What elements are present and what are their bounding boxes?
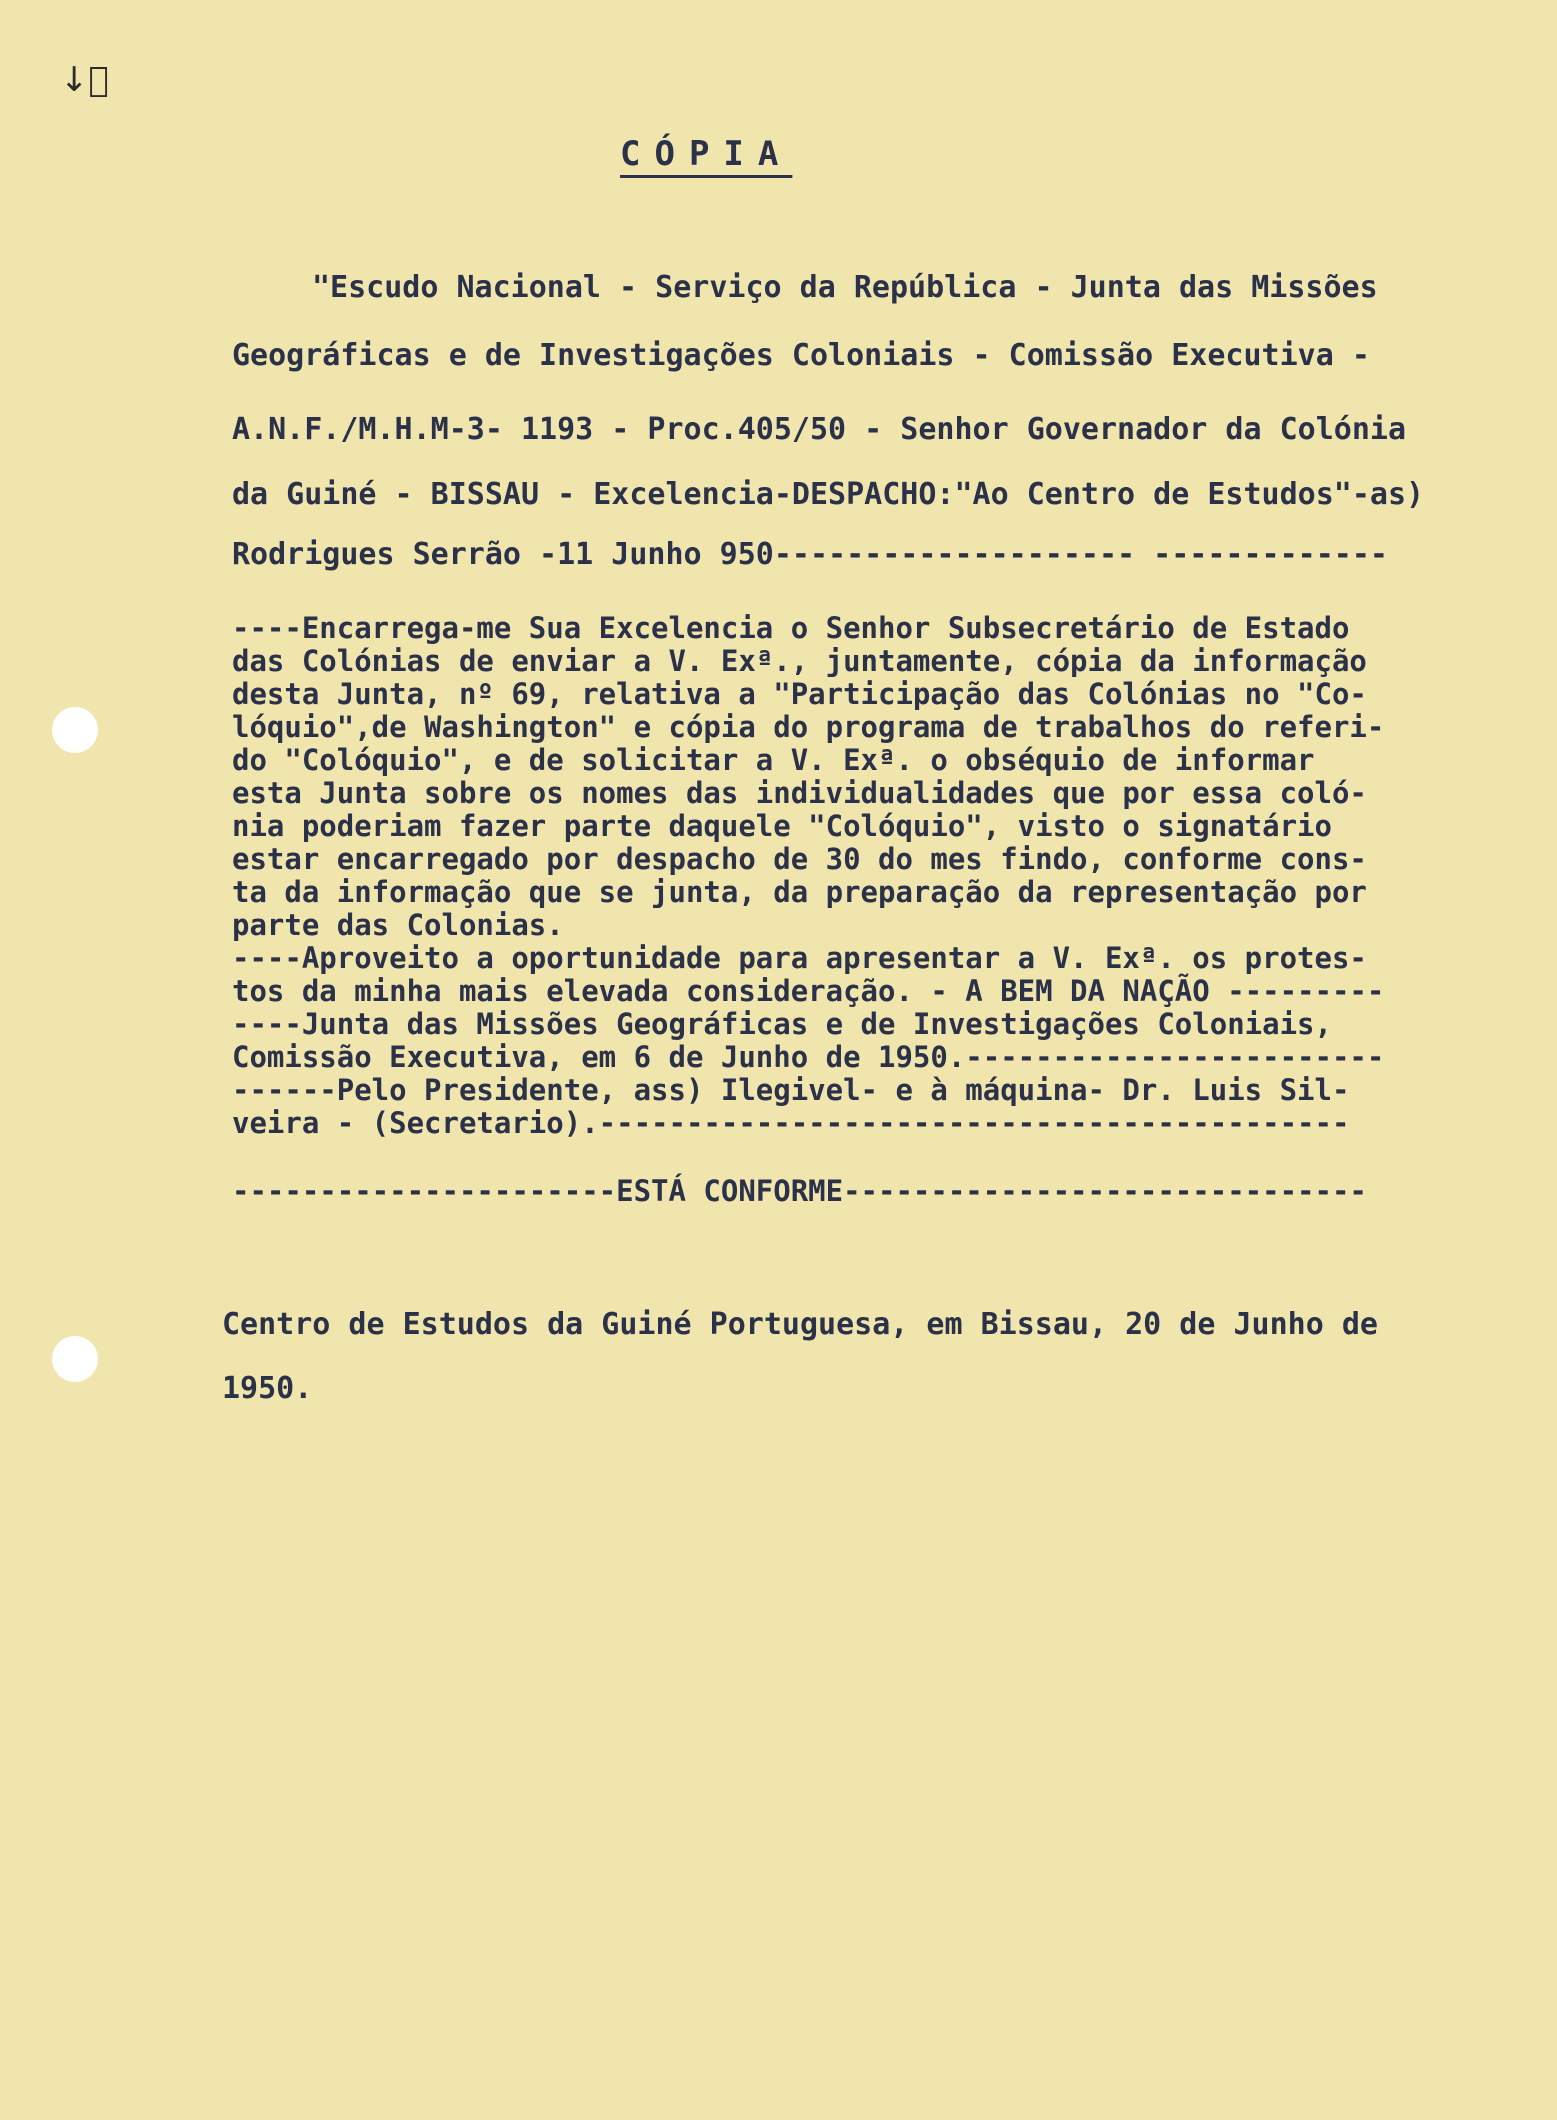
header-line: A.N.F./M.H.M-3- 1193 - Proc.405/50 - Senhor Governador da Colónia (232, 412, 1406, 447)
body-line: desta Junta, nº 69, relativa a "Participação das Colónias no "Co- (232, 677, 1367, 711)
body-line: esta Junta sobre os nomes das individualidades que por essa coló- (232, 776, 1367, 810)
body-line: estar encarregado por despacho de 30 do mes findo, conforme cons- (232, 842, 1367, 876)
body-line: ----Encarrega-me Sua Excelencia o Senhor Subsecretário de Estado (232, 611, 1350, 645)
body-line: Comissão Executiva, em 6 de Junho de 1950.------------------------ (232, 1040, 1385, 1074)
body-line: parte das Colonias. (232, 908, 564, 942)
handwritten-mark: ↓ॗ (60, 60, 109, 100)
body-line: ------Pelo Presidente, ass) Ilegivel- e à máquina- Dr. Luis Sil- (232, 1073, 1350, 1107)
body-line: ----Aproveito a oportunidade para apresentar a V. Exª. os protes- (232, 941, 1367, 975)
punch-hole (52, 707, 98, 753)
body-line: ----Junta das Missões Geográficas e de Investigações Coloniais, (232, 1007, 1332, 1041)
header-line: Geográficas e de Investigações Coloniais - Comissão Executiva - (232, 338, 1370, 373)
header-line: "Escudo Nacional - Serviço da República - Junta das Missões (312, 270, 1378, 305)
body-line: das Colónias de enviar a V. Exª., juntamente, cópia da informação (232, 644, 1367, 678)
body-line: lóquio",de Washington" e cópia do programa de trabalhos do referi- (232, 710, 1385, 744)
body-line: ta da informação que se junta, da preparação da representação por (232, 875, 1367, 909)
footer-line: Centro de Estudos da Guiné Portuguesa, em Bissau, 20 de Junho de (222, 1307, 1378, 1342)
body-line: nia poderiam fazer parte daquele "Colóquio", visto o signatário (232, 809, 1332, 843)
document-title: CÓPIA (620, 134, 793, 174)
body-line: tos da minha mais elevada consideração. - A BEM DA NAÇÃO --------- (232, 974, 1385, 1008)
body-line: do "Colóquio", e de solicitar a V. Exª. o obséquio de informar (232, 743, 1315, 777)
punch-hole (52, 1336, 98, 1382)
header-line: Rodrigues Serrão -11 Junho 950-------------------- ------------- (232, 537, 1388, 572)
footer-line: 1950. (222, 1371, 313, 1406)
header-line: da Guiné - BISSAU - Excelencia-DESPACHO:"Ao Centro de Estudos"-as) (232, 477, 1425, 512)
certification-line: ----------------------ESTÁ CONFORME------------------------------ (232, 1174, 1367, 1208)
body-line: veira - (Secretario).------------------------------------------- (232, 1106, 1350, 1140)
